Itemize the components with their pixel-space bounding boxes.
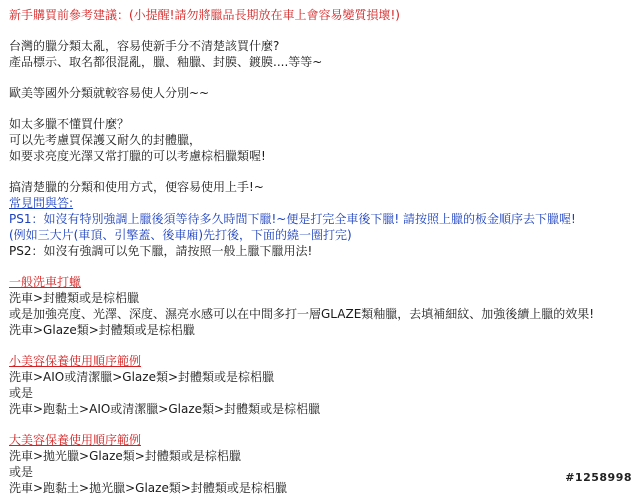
section-heading-basic-wash: 一般洗車打蠟	[9, 275, 82, 289]
spacer	[9, 101, 637, 116]
section-line: 洗車>封體類或是棕梠臘	[9, 291, 140, 305]
faq-heading: 常見問與答:	[9, 196, 74, 210]
spacer	[9, 23, 637, 38]
intro-paragraph-4: 搞清楚臘的分類和使用方式，便容易使用上手!~	[9, 180, 264, 194]
spacer	[9, 417, 637, 432]
intro-paragraph-3-line: 如要求亮度光澤又常打臘的可以考慮棕梠臘類喔!	[9, 149, 266, 163]
section-line: 洗車>拋光臘>Glaze類>封體類或是棕梠臘	[9, 449, 241, 463]
intro-paragraph-1-line: 產品標示、取名都很混亂，臘、釉臘、封膜、鍍膜....等等~	[9, 55, 323, 69]
intro-paragraph-2: 歐美等國外分類就較容易使人分別~~	[9, 86, 210, 100]
spacer	[9, 70, 637, 85]
spacer	[9, 259, 637, 274]
section-line: 洗車>跑黏土>拋光臘>Glaze類>封體類或是棕梠臘	[9, 481, 287, 495]
section-line: 洗車>Glaze類>封體類或是棕梠臘	[9, 323, 195, 337]
section-line: 或是加強亮度、光澤、深度、濕亮水感可以在中間多打一層GLAZE類釉臘，去填補細紋、加強後續上臘的效果!	[9, 307, 595, 321]
section-line: 或是	[9, 386, 34, 400]
intro-paragraph-3-line: 可以先考慮買保護又耐久的封體臘，	[9, 133, 202, 147]
article-body	[9, 7, 637, 496]
section-line: 或是	[9, 465, 34, 479]
section-heading-minor-detailing: 小美容保養使用順序範例	[9, 354, 142, 368]
section-line: 洗車>跑黏土>AIO或清潔臘>Glaze類>封體類或是棕梠臘	[9, 402, 321, 416]
intro-title: 新手購買前參考建議：(小提醒!請勿將臘品長期放在車上會容易變質損壞!)	[9, 8, 400, 22]
spacer	[9, 164, 637, 179]
image-id-watermark: #1258998	[565, 471, 632, 484]
intro-paragraph-1-line: 台灣的臘分類太亂，容易使新手分不清楚該買什麼?	[9, 39, 280, 53]
spacer	[9, 338, 637, 353]
intro-paragraph-3-line: 如太多臘不懂買什麼？	[9, 117, 130, 131]
faq-ps2: PS2：如沒有強調可以免下臘，請按照一般上臘下臘用法!	[9, 244, 313, 258]
section-heading-major-detailing: 大美容保養使用順序範例	[9, 433, 142, 447]
section-line: 洗車>AIO或清潔臘>Glaze類>封體類或是棕梠臘	[9, 370, 275, 384]
faq-ps1-note: (例如三大片(車頂、引擎蓋、後車廂)先打後，下面的繞一圈打完)	[9, 228, 352, 242]
faq-ps1: PS1：如沒有特別強調上臘後須等待多久時間下臘!~便是打完全車後下臘! 請按照上臘的板金順序去下臘喔!	[9, 212, 576, 226]
